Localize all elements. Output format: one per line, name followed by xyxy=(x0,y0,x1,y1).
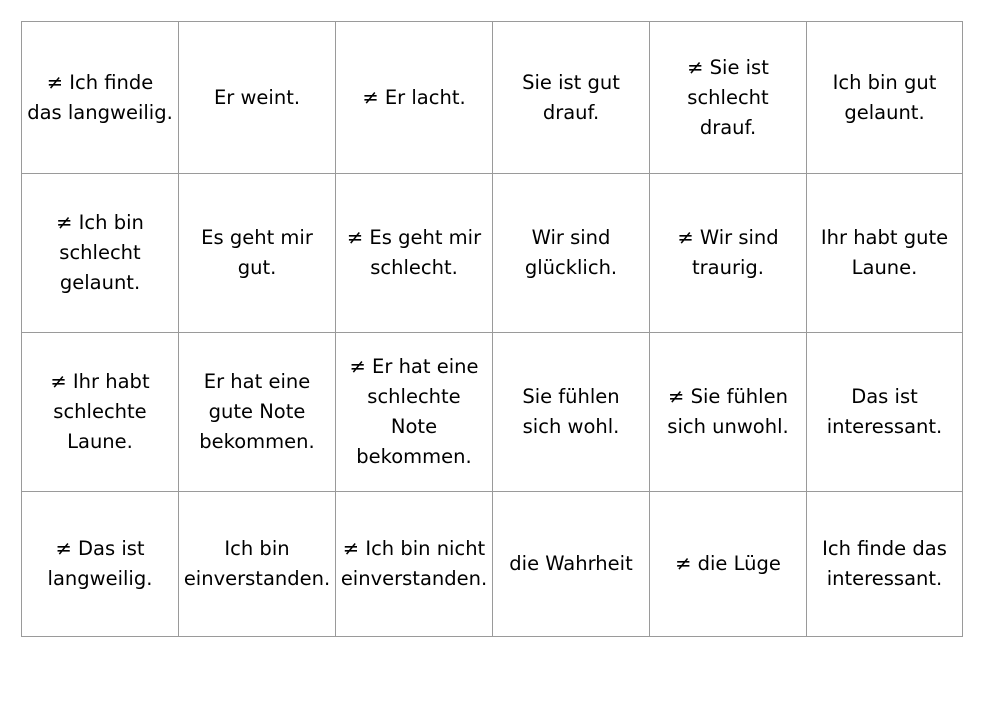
card-cell: Ich finde das interessant. xyxy=(807,492,963,637)
card-cell: ≠ Ihr habt schlechte Laune. xyxy=(22,333,179,492)
card-row xyxy=(22,492,963,637)
card-cell: Ich bin gut gelaunt. xyxy=(807,22,963,174)
card-row xyxy=(22,333,963,492)
card-cell: ≠ Sie ist schlecht drauf. xyxy=(650,22,807,174)
card-cell: Er weint. xyxy=(179,22,336,174)
card-cell: ≠ Er lacht. xyxy=(336,22,493,174)
card-cell: ≠ Es geht mir schlecht. xyxy=(336,174,493,333)
card-cell: Er hat eine gute Note bekommen. xyxy=(179,333,336,492)
card-cell: Sie fühlen sich wohl. xyxy=(493,333,650,492)
card-cell: Ich bin einverstanden. xyxy=(179,492,336,637)
card-row xyxy=(22,174,963,333)
card-cell: ≠ Das ist langweilig. xyxy=(22,492,179,637)
card-cell: ≠ Ich bin schlecht gelaunt. xyxy=(22,174,179,333)
card-cell: ≠ Ich finde das langweilig. xyxy=(22,22,179,174)
card-cell: die Wahrheit xyxy=(493,492,650,637)
card-cell: ≠ Sie fühlen sich unwohl. xyxy=(650,333,807,492)
card-cell: Das ist interessant. xyxy=(807,333,963,492)
card-cell: Es geht mir gut. xyxy=(179,174,336,333)
card-cell: ≠ Er hat eine schlechte Note bekommen. xyxy=(336,333,493,492)
card-cell: ≠ Wir sind traurig. xyxy=(650,174,807,333)
card-cell: Wir sind glücklich. xyxy=(493,174,650,333)
card-cell: Ihr habt gute Laune. xyxy=(807,174,963,333)
card-row xyxy=(22,22,963,174)
card-cell: ≠ die Lüge xyxy=(650,492,807,637)
card-cell: ≠ Ich bin nicht einverstanden. xyxy=(336,492,493,637)
card-cell: Sie ist gut drauf. xyxy=(493,22,650,174)
card-grid xyxy=(21,21,963,637)
